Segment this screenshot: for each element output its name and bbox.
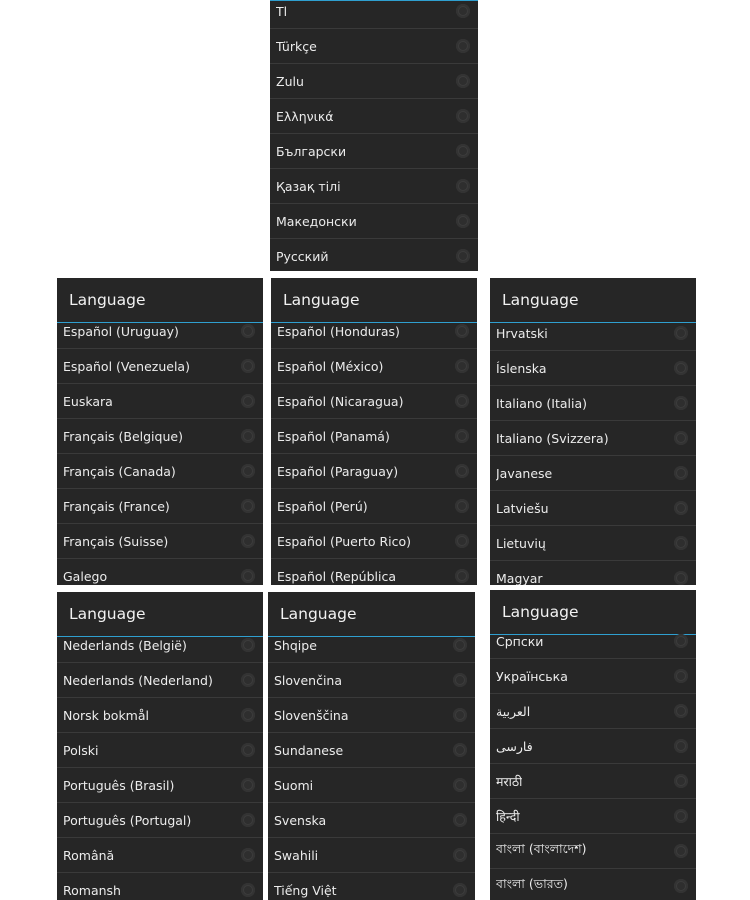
language-option-label: Español (Nicaragua) [277, 393, 404, 409]
language-option-label: Français (France) [63, 498, 170, 514]
radio-button-icon[interactable] [241, 429, 255, 443]
language-option[interactable] [490, 764, 696, 799]
radio-button-icon[interactable] [241, 883, 255, 897]
radio-button-icon[interactable] [241, 324, 255, 338]
language-option[interactable] [268, 663, 475, 698]
radio-button-icon[interactable] [455, 569, 469, 583]
language-option-label: Română [63, 847, 115, 863]
language-option[interactable] [270, 64, 478, 99]
language-option[interactable] [57, 314, 263, 349]
language-option[interactable] [57, 838, 263, 873]
language-option-label: Polski [63, 742, 99, 758]
radio-button-icon[interactable] [241, 638, 255, 652]
language-option[interactable] [57, 419, 263, 454]
panel-title: Language [490, 590, 696, 635]
language-option[interactable] [268, 873, 475, 900]
language-option[interactable] [268, 628, 475, 663]
radio-button-icon[interactable] [674, 774, 688, 788]
language-option-label: Српски [496, 633, 544, 649]
language-option[interactable] [57, 384, 263, 419]
language-option-label: Italiano (Italia) [496, 395, 588, 411]
language-option[interactable] [490, 729, 696, 764]
language-option[interactable] [57, 663, 263, 698]
language-option[interactable] [57, 489, 263, 524]
radio-button-icon[interactable] [241, 359, 255, 373]
radio-button-icon[interactable] [241, 394, 255, 408]
language-list [57, 314, 263, 585]
language-option-label: Galego [63, 568, 108, 584]
language-option[interactable] [271, 559, 477, 585]
language-option[interactable] [57, 803, 263, 838]
language-option-label: Português (Brasil) [63, 777, 175, 793]
language-option-label: Swahili [274, 847, 319, 863]
language-option[interactable] [490, 624, 696, 659]
radio-button-icon[interactable] [453, 673, 467, 687]
language-option[interactable] [57, 628, 263, 663]
language-option[interactable] [270, 134, 478, 169]
radio-button-icon[interactable] [241, 743, 255, 757]
radio-button-icon[interactable] [456, 109, 470, 123]
language-option[interactable] [57, 768, 263, 803]
radio-button-icon[interactable] [241, 813, 255, 827]
language-option-label: Español (México) [277, 358, 384, 374]
language-option-label: العربية [496, 703, 531, 719]
language-panel-4 [57, 592, 263, 900]
language-option[interactable] [57, 559, 263, 585]
language-option[interactable] [271, 489, 477, 524]
language-option[interactable] [270, 0, 478, 29]
radio-button-icon[interactable] [455, 359, 469, 373]
language-option-label: Sundanese [274, 742, 344, 758]
language-option[interactable] [270, 204, 478, 239]
panel-title: Language [57, 592, 263, 637]
radio-button-icon[interactable] [241, 499, 255, 513]
language-option-label: فارسی [496, 738, 533, 754]
language-list [271, 314, 477, 585]
radio-button-icon[interactable] [674, 634, 688, 648]
radio-button-icon[interactable] [453, 848, 467, 862]
language-option[interactable] [271, 384, 477, 419]
language-option[interactable] [57, 524, 263, 559]
radio-button-icon[interactable] [241, 708, 255, 722]
language-option[interactable] [57, 733, 263, 768]
language-option-label: Español (República [277, 568, 396, 584]
radio-button-icon[interactable] [456, 179, 470, 193]
language-option[interactable] [490, 561, 696, 585]
language-option-label: Íslenska [496, 360, 547, 376]
radio-button-icon[interactable] [674, 536, 688, 550]
radio-button-icon[interactable] [674, 501, 688, 515]
language-option[interactable] [270, 239, 478, 271]
radio-button-icon[interactable] [674, 669, 688, 683]
radio-button-icon[interactable] [453, 708, 467, 722]
language-option-label: Français (Canada) [63, 463, 176, 479]
radio-button-icon[interactable] [674, 466, 688, 480]
language-option-label: Hrvatski [496, 325, 548, 341]
language-option[interactable] [270, 99, 478, 134]
language-option[interactable] [268, 803, 475, 838]
panel-title: Language [490, 278, 696, 323]
radio-button-icon[interactable] [453, 813, 467, 827]
language-option[interactable] [490, 869, 696, 900]
language-option-label: Shqipe [274, 637, 317, 653]
language-panel-2 [271, 278, 477, 585]
language-option-label: Nederlands (België) [63, 637, 187, 653]
radio-button-icon[interactable] [455, 499, 469, 513]
language-option-label: Romansh [63, 882, 121, 898]
radio-button-icon[interactable] [674, 361, 688, 375]
language-option-label: Español (Venezuela) [63, 358, 190, 374]
language-list [490, 316, 696, 585]
radio-button-icon[interactable] [456, 214, 470, 228]
language-option-label: Svenska [274, 812, 327, 828]
language-option-label: मराठी [496, 773, 523, 789]
language-panel-6 [490, 590, 696, 900]
language-option-label: Español (Perú) [277, 498, 368, 514]
radio-button-icon[interactable] [674, 844, 688, 858]
radio-button-icon[interactable] [455, 534, 469, 548]
radio-button-icon[interactable] [456, 4, 470, 18]
language-panel-5 [268, 592, 475, 900]
language-option[interactable] [271, 314, 477, 349]
radio-button-icon[interactable] [674, 571, 688, 585]
radio-button-icon[interactable] [674, 739, 688, 753]
language-option[interactable] [57, 349, 263, 384]
language-option-label: Français (Suisse) [63, 533, 169, 549]
language-option[interactable] [268, 698, 475, 733]
language-option-label: Zulu [276, 73, 304, 89]
language-option-label: Nederlands (Nederland) [63, 672, 213, 688]
language-option-label: Español (Honduras) [277, 323, 400, 339]
language-option[interactable] [270, 29, 478, 64]
language-option[interactable] [57, 873, 263, 900]
radio-button-icon[interactable] [456, 74, 470, 88]
language-option-label: Українська [496, 668, 568, 684]
language-option[interactable] [271, 419, 477, 454]
language-panel-1 [57, 278, 263, 585]
language-list [270, 0, 478, 271]
language-list [490, 624, 696, 900]
radio-button-icon[interactable] [455, 429, 469, 443]
language-panel-3 [490, 278, 696, 585]
language-option-label: Ελληνικά [276, 108, 334, 124]
language-option-label: Slovenčina [274, 672, 342, 688]
language-option-label: বাংলা (ভারত) [496, 876, 568, 891]
radio-button-icon[interactable] [453, 743, 467, 757]
language-option[interactable] [490, 694, 696, 729]
language-option-label: Tl [276, 3, 288, 19]
language-option-label: Español (Uruguay) [63, 323, 179, 339]
radio-button-icon[interactable] [674, 879, 688, 893]
language-option[interactable] [268, 838, 475, 873]
radio-button-icon[interactable] [241, 673, 255, 687]
language-option-label: Français (Belgique) [63, 428, 183, 444]
panel-title: Language [268, 592, 475, 637]
language-option[interactable] [490, 659, 696, 694]
radio-button-icon[interactable] [455, 324, 469, 338]
language-option[interactable] [490, 456, 696, 491]
panel-title: Language [57, 278, 263, 323]
radio-button-icon[interactable] [241, 848, 255, 862]
language-option[interactable] [490, 351, 696, 386]
radio-button-icon[interactable] [674, 704, 688, 718]
language-option[interactable] [490, 421, 696, 456]
radio-button-icon[interactable] [674, 396, 688, 410]
language-option-label: Suomi [274, 777, 314, 793]
language-option-label: Español (Puerto Rico) [277, 533, 412, 549]
language-option[interactable] [271, 524, 477, 559]
language-option-label: Latviešu [496, 500, 549, 516]
radio-button-icon[interactable] [241, 464, 255, 478]
language-option[interactable] [57, 698, 263, 733]
language-option-label: Slovenščina [274, 707, 349, 723]
language-option-label: Македонски [276, 213, 357, 229]
language-option[interactable] [490, 834, 696, 869]
language-option-label: Español (Paraguay) [277, 463, 399, 479]
language-option-label: Norsk bokmål [63, 707, 149, 723]
radio-button-icon[interactable] [241, 569, 255, 583]
language-option[interactable] [490, 526, 696, 561]
language-option[interactable] [57, 454, 263, 489]
language-option[interactable] [490, 386, 696, 421]
language-option-label: Italiano (Svizzera) [496, 430, 609, 446]
radio-button-icon[interactable] [456, 144, 470, 158]
radio-button-icon[interactable] [453, 883, 467, 897]
language-option[interactable] [490, 799, 696, 834]
radio-button-icon[interactable] [455, 394, 469, 408]
language-option[interactable] [490, 316, 696, 351]
language-panel-top [270, 0, 478, 271]
radio-button-icon[interactable] [453, 638, 467, 652]
radio-button-icon[interactable] [674, 809, 688, 823]
language-option-label: हिन्दी [496, 808, 520, 824]
language-option[interactable] [271, 454, 477, 489]
language-option-label: Қазақ тілі [276, 178, 341, 194]
language-option-label: Türkçe [276, 38, 317, 54]
language-option[interactable] [268, 768, 475, 803]
radio-button-icon[interactable] [455, 464, 469, 478]
language-option-label: Tiếng Việt [274, 882, 337, 898]
language-list [268, 628, 475, 900]
language-option[interactable] [271, 349, 477, 384]
radio-button-icon[interactable] [453, 778, 467, 792]
language-option-label: Lietuvių [496, 535, 546, 551]
language-option-label: Русский [276, 248, 329, 264]
language-option-label: Български [276, 143, 347, 159]
language-option[interactable] [270, 169, 478, 204]
language-option[interactable] [268, 733, 475, 768]
language-option[interactable] [490, 491, 696, 526]
radio-button-icon[interactable] [674, 431, 688, 445]
radio-button-icon[interactable] [456, 39, 470, 53]
radio-button-icon[interactable] [241, 778, 255, 792]
language-option-label: Magyar [496, 570, 543, 585]
radio-button-icon[interactable] [456, 249, 470, 263]
language-option-label: Português (Portugal) [63, 812, 192, 828]
radio-button-icon[interactable] [674, 326, 688, 340]
language-option-label: Euskara [63, 393, 113, 409]
language-list [57, 628, 263, 900]
language-option-label: Español (Panamá) [277, 428, 390, 444]
language-option-label: Javanese [496, 465, 553, 481]
radio-button-icon[interactable] [241, 534, 255, 548]
language-option-label: বাংলা (বাংলাদেশ) [496, 841, 587, 856]
panel-title: Language [271, 278, 477, 323]
